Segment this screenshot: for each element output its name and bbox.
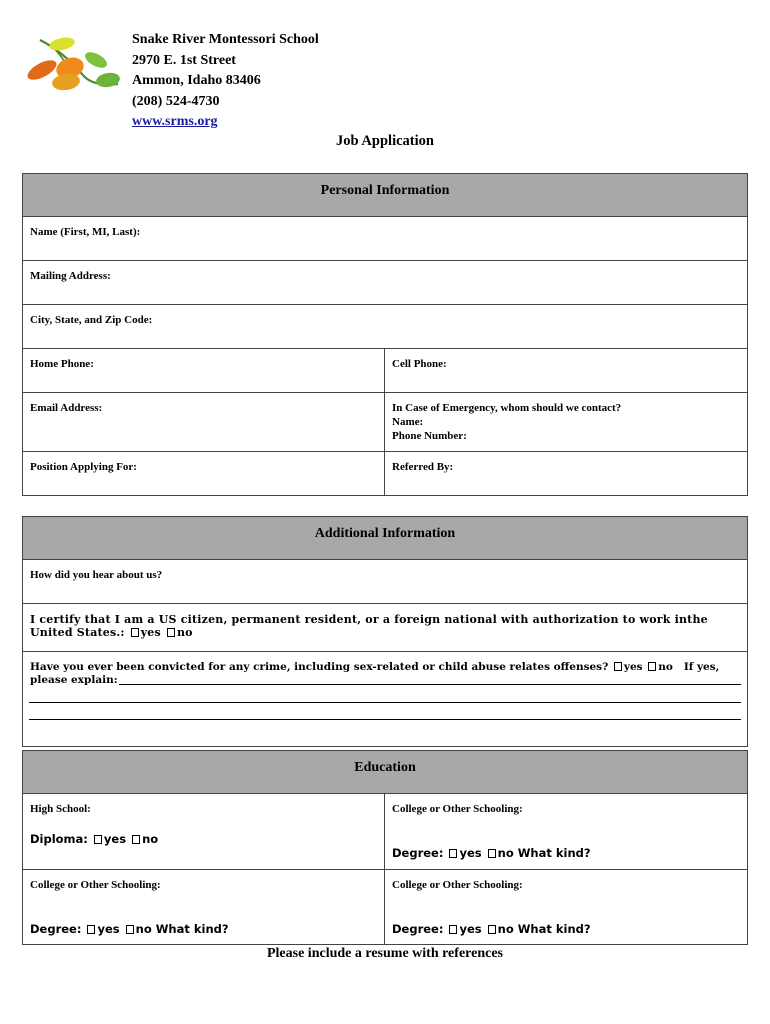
- emergency-contact-field[interactable]: [385, 393, 747, 451]
- emergency-phone-label: Phone Number:: [392, 430, 467, 442]
- certify-statement: [23, 604, 747, 651]
- college-field-3[interactable]: [385, 870, 747, 944]
- college-label-2: College or Other Schooling:: [30, 879, 161, 891]
- city-state-zip-label: City, State, and Zip Code:: [30, 314, 153, 326]
- education-row-2: [23, 870, 747, 944]
- name-row: [23, 217, 747, 261]
- degree-yes-checkbox-2[interactable]: [87, 925, 95, 934]
- emergency-label: In Case of Emergency, whom should we contact?: [392, 402, 622, 414]
- certify-row: [23, 604, 747, 652]
- crime-question: [23, 652, 747, 746]
- college-label-3: College or Other Schooling:: [392, 879, 523, 891]
- crime-no-checkbox[interactable]: [648, 662, 656, 671]
- school-city: Ammon, Idaho 83406: [132, 73, 261, 88]
- additional-information-section: [22, 516, 748, 747]
- personal-information-heading: Personal Information: [23, 174, 747, 217]
- education-row-1: [23, 794, 747, 870]
- degree-label-1: Degree:: [392, 846, 444, 860]
- school-phone: (208) 524-4730: [132, 93, 220, 109]
- emergency-name-label: Name:: [392, 416, 424, 428]
- degree-yes-checkbox-3[interactable]: [449, 925, 457, 934]
- document-title: Job Application: [336, 133, 434, 149]
- hear-about-field[interactable]: [23, 560, 747, 603]
- what-kind-label-3: What kind?: [517, 922, 591, 936]
- hear-about-label: How did you hear about us?: [30, 569, 163, 581]
- degree-yes-checkbox-1[interactable]: [449, 849, 457, 858]
- degree-yes-label-2: yes: [97, 922, 120, 936]
- diploma-label: Diploma:: [30, 832, 88, 846]
- degree-no-checkbox-1[interactable]: [488, 849, 496, 858]
- crime-if-yes: If yes,: [683, 661, 720, 673]
- crime-yes-checkbox[interactable]: [614, 662, 622, 671]
- name-field[interactable]: [23, 217, 747, 260]
- footer-note: Please include a resume with references: [266, 946, 503, 961]
- what-kind-label-2: What kind?: [155, 922, 229, 936]
- education-section: [22, 750, 748, 945]
- email-label: Email Address:: [30, 402, 103, 414]
- additional-information-heading: Additional Information: [23, 517, 747, 560]
- degree-no-label-3: no: [497, 922, 514, 936]
- what-kind-label-1: What kind?: [517, 846, 591, 860]
- city-state-zip-field[interactable]: [23, 305, 747, 348]
- certify-text: I certify that I am a US citizen, permanent resident, or a foreign national with authorization to work inthe: [30, 613, 708, 626]
- college-field-1[interactable]: [385, 794, 747, 869]
- explain-line-2[interactable]: [29, 702, 741, 703]
- crime-no-label: no: [658, 661, 673, 673]
- city-row: [23, 305, 747, 349]
- crime-row: [23, 652, 747, 746]
- mailing-address-label: Mailing Address:: [30, 270, 111, 282]
- position-field[interactable]: [23, 452, 385, 495]
- school-street: 2970 E. 1st Street: [132, 52, 236, 68]
- hear-about-row: [23, 560, 747, 604]
- school-logo: [22, 34, 126, 96]
- high-school-label: High School:: [30, 803, 91, 815]
- crime-explain-label: please explain:: [30, 674, 118, 686]
- school-header: [132, 30, 319, 133]
- degree-no-checkbox-3[interactable]: [488, 925, 496, 934]
- mailing-row: [23, 261, 747, 305]
- degree-yes-label-1: yes: [459, 846, 482, 860]
- diploma-no-checkbox[interactable]: [132, 835, 140, 844]
- email-field[interactable]: [23, 393, 385, 451]
- certify-yes-label: yes: [140, 626, 161, 639]
- referred-by-field[interactable]: [385, 452, 747, 495]
- diploma-no-label: no: [142, 832, 159, 846]
- referred-by-label: Referred By:: [392, 461, 454, 473]
- school-name: Snake River Montessori School: [132, 32, 319, 47]
- certify-no-checkbox[interactable]: [167, 628, 175, 637]
- mailing-address-field[interactable]: [23, 261, 747, 304]
- cell-phone-field[interactable]: [385, 349, 747, 392]
- college-field-2[interactable]: [23, 870, 385, 944]
- high-school-field[interactable]: [23, 794, 385, 869]
- diploma-yes-checkbox[interactable]: [94, 835, 102, 844]
- diploma-yes-label: yes: [103, 832, 127, 846]
- school-website-link[interactable]: www.srms.org: [132, 114, 218, 129]
- cell-phone-label: Cell Phone:: [392, 358, 447, 370]
- crime-yes-label: yes: [623, 661, 643, 673]
- degree-yes-label-3: yes: [459, 922, 482, 936]
- name-label: Name (First, MI, Last):: [30, 226, 141, 238]
- phone-row: [23, 349, 747, 393]
- degree-label-2: Degree:: [30, 922, 82, 936]
- education-heading: Education: [23, 751, 747, 794]
- degree-label-3: Degree:: [392, 922, 444, 936]
- explain-line-1[interactable]: [119, 684, 741, 685]
- home-phone-field[interactable]: [23, 349, 385, 392]
- certify-yes-checkbox[interactable]: [131, 628, 139, 637]
- crime-text: Have you ever been convicted for any crime, including sex-related or child abuse relates offenses?: [30, 661, 609, 673]
- degree-no-label-1: no: [497, 846, 514, 860]
- position-label: Position Applying For:: [30, 461, 137, 473]
- degree-no-label-2: no: [135, 922, 152, 936]
- college-label-1: College or Other Schooling:: [392, 803, 523, 815]
- explain-line-3[interactable]: [29, 719, 741, 720]
- certify-no-label: no: [176, 626, 193, 639]
- email-row: [23, 393, 747, 452]
- personal-information-section: [22, 173, 748, 496]
- home-phone-label: Home Phone:: [30, 358, 94, 370]
- position-row: [23, 452, 747, 495]
- degree-no-checkbox-2[interactable]: [126, 925, 134, 934]
- certify-text-2: United States.:: [30, 626, 125, 639]
